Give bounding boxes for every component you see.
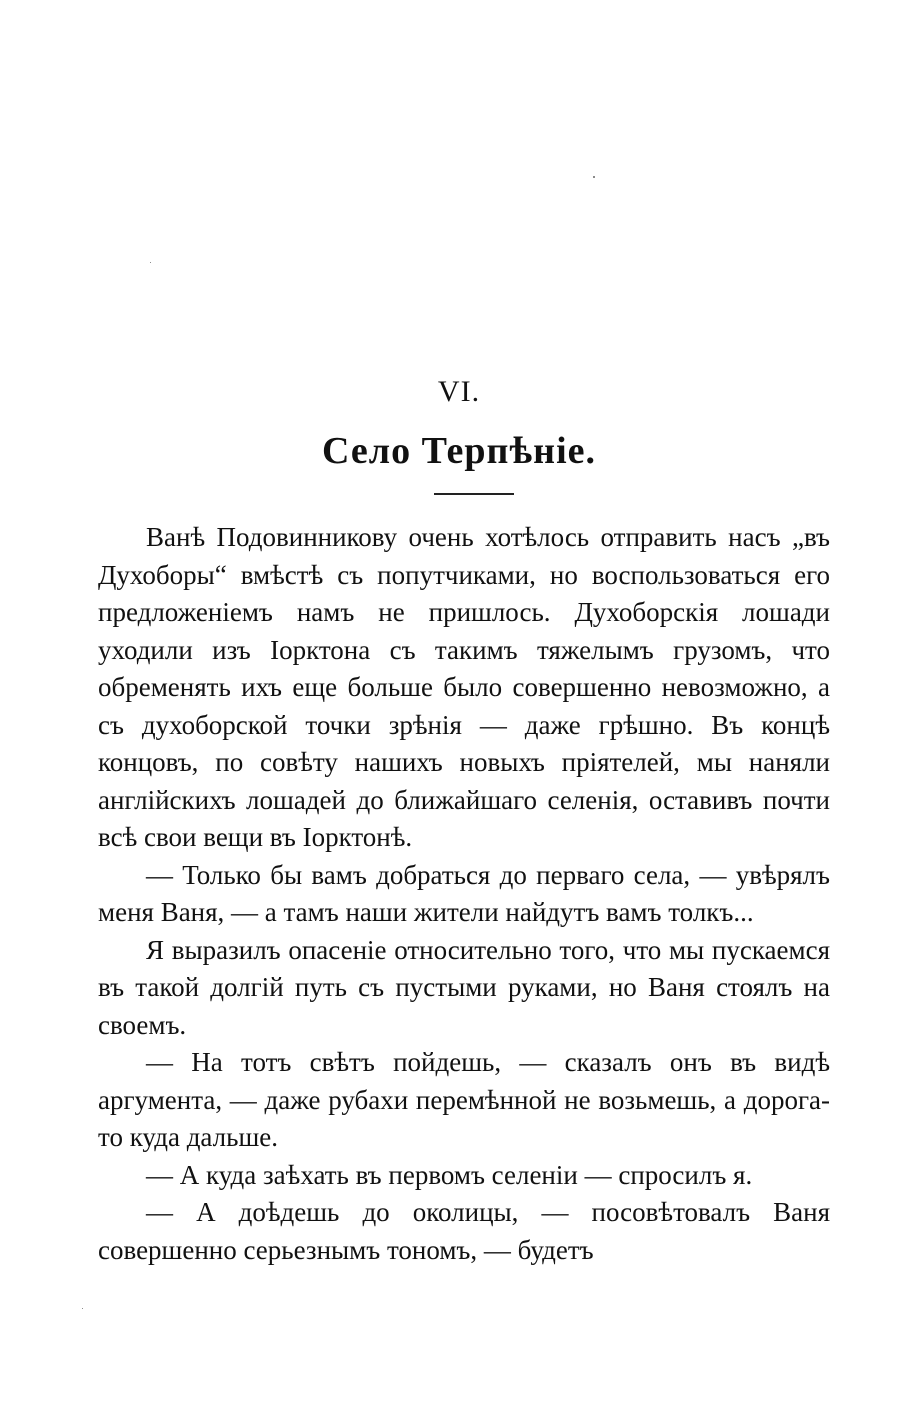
paragraph: Ванѣ Подовинникову очень хотѣлось отправить насъ „въ Духоборы“ вмѣстѣ съ попутчиками, но воспользоваться его предложеніемъ намъ не пришлось. Духоборскія лошади уходили изъ Іорктона съ такимъ тяжелымъ грузомъ, что обременять ихъ еще больше было совершенно невозможно, а съ духоборской точки зрѣнія — даже грѣшно. Въ концѣ концовъ, по совѣту нашихъ новыхъ пріятелей, мы наняли англійскихъ лошадей до ближайшаго селенія, оставивъ почти всѣ свои вещи въ Іорктонѣ.	[98, 522, 830, 852]
chapter-body	[98, 519, 830, 1269]
paragraph: — Только бы вамъ добраться до перваго села, — увѣрялъ меня Ваня, — а тамъ наши жители найдутъ вамъ толкъ...	[98, 859, 830, 927]
chapter-title: Село Терпѣніе.	[321, 430, 596, 472]
chapter-number: VI.	[437, 375, 481, 408]
paragraph: — На тотъ свѣтъ пойдешь, — сказалъ онъ въ видѣ аргумента, — даже рубахи перемѣнной не возьмешь, а дорога-то куда дальше.	[98, 1047, 830, 1152]
title-divider	[434, 493, 514, 495]
paragraph: — А куда заѣхать въ первомъ селеніи — спросилъ я.	[146, 1159, 753, 1190]
paper-speck	[82, 1308, 83, 1309]
paper-speck	[150, 262, 151, 263]
paper-speck	[593, 176, 595, 178]
paragraph: Я выразилъ опасеніе относительно того, что мы пускаемся въ такой долгій путь съ пустыми руками, но Ваня стоялъ на своемъ.	[98, 934, 830, 1040]
paragraph: — А доѣдешь до околицы, — посовѣтовалъ Ваня совершенно серьезнымъ тономъ, — будетъ	[98, 1197, 830, 1265]
